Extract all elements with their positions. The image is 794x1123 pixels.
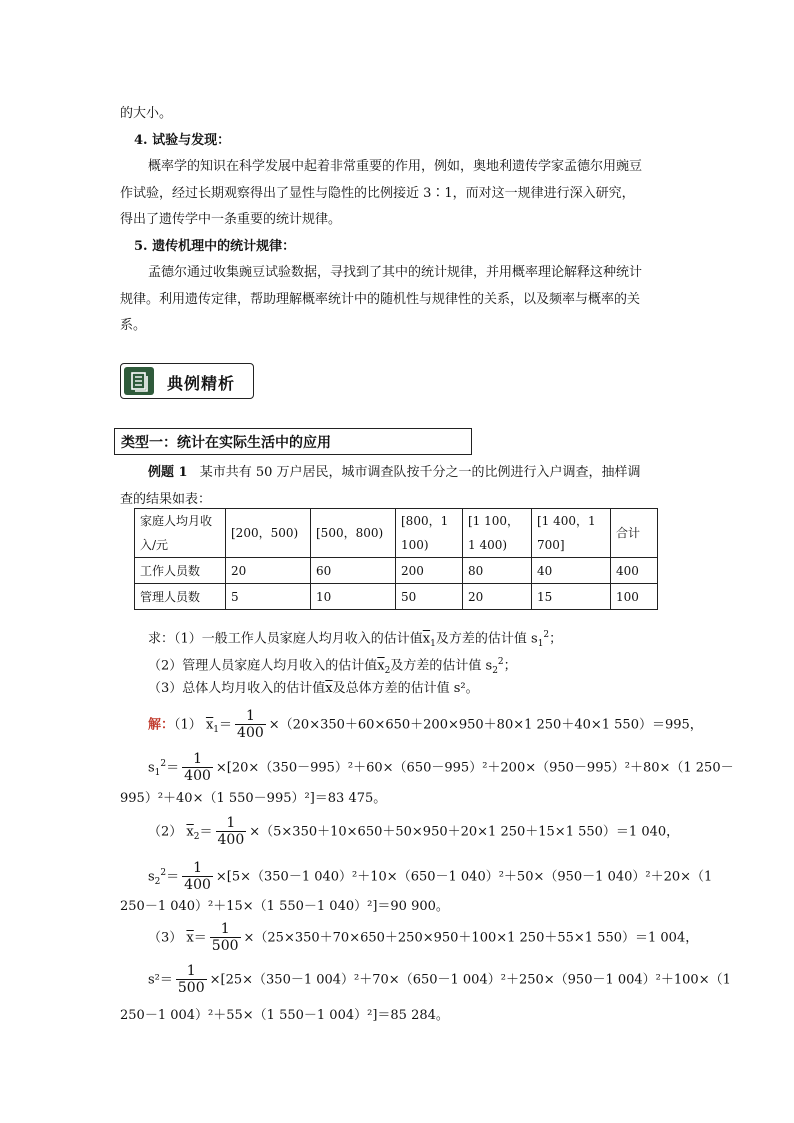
question-2-text-a: （2）管理人员家庭人均月收入的估计值 bbox=[148, 658, 378, 674]
section-banner bbox=[120, 363, 254, 399]
table-cell: 400 bbox=[611, 558, 658, 584]
example-line-1 bbox=[148, 463, 641, 483]
table-row bbox=[135, 584, 658, 610]
solution-1-mean: 解：（1） $\overline{x}_1=$ $\frac{1}{400}$ ×（20×350＋60×650＋200×950＋80×1 250＋40×1 550）＝995， bbox=[148, 708, 703, 741]
question-3-text-b: 及总体方差的估计值 s²。 bbox=[332, 681, 479, 696]
solution-2-variance-cont: 250－1 040）²＋15×（1 550－1 040）²]＝90 900。 bbox=[120, 899, 449, 914]
table-cell: [200，500) bbox=[226, 509, 311, 558]
table-cell: [1 100，1 400) bbox=[463, 509, 532, 558]
heading-5: 5. 遗传机理中的统计规律： bbox=[134, 239, 296, 254]
table-cell: 家庭人均月收入/元 bbox=[135, 509, 226, 558]
equation-text: ×（20×350＋60×650＋200×950＋80×1 250＋40×1 550）＝995， bbox=[268, 717, 703, 733]
para-5-line-3: 系。 bbox=[120, 318, 147, 333]
table-cell: 工作人员数 bbox=[135, 558, 226, 584]
question-2: （2）管理人员家庭人均月收入的估计值$\overline{x}_2$及方差的估计值 $s_2^2$； bbox=[148, 657, 517, 676]
table-cell: 50 bbox=[396, 584, 463, 610]
equation-text: ×（5×350＋10×650＋50×950＋20×1 250＋15×1 550）＝1 040， bbox=[249, 824, 680, 840]
fraction: $\frac{1}{400}$ bbox=[184, 750, 211, 784]
solution-1-variance-cont: 995）²＋40×（1 550－995）²]＝83 475。 bbox=[120, 791, 387, 806]
example-line-2: 查的结果如表： bbox=[120, 492, 212, 507]
solution-3-variance: s²＝ $\frac{1}{500}$ ×[25×（350－1 004）²＋70×（650－1 004）²＋250×（950－1 004）²＋100×（1 bbox=[148, 963, 731, 996]
solution-1-variance: $s_1^2=$ $\frac{1}{400}$ ×[20×（350－995）²＋60×（650－995）²＋200×（950－995）²＋80×（1 250－ bbox=[148, 750, 734, 784]
example-label: 例题 1 bbox=[148, 465, 188, 480]
fraction: $\frac{1}{400}$ bbox=[237, 708, 264, 741]
part-label: （2） bbox=[148, 824, 183, 840]
question-1: 求：（1）一般工作人员家庭人均月收入的估计值$\overline{x}_1$及方差的估计值 $s_1^2$； bbox=[148, 630, 563, 649]
question-1-text-b: 及方差的估计值 bbox=[435, 631, 527, 647]
table-cell: 15 bbox=[532, 584, 611, 610]
table-cell: [1 400，1 700] bbox=[532, 509, 611, 558]
section-title: 类型一：统计在实际生活中的应用 bbox=[121, 435, 331, 451]
solution-3-mean: （3） $\overline{x}=$ $\frac{1}{500}$ ×（25×350＋70×650＋250×950＋100×1 250＋55×1 550）＝1 004， bbox=[148, 921, 699, 954]
heading-4: 4. 试验与发现： bbox=[134, 133, 231, 148]
table-cell: 100 bbox=[611, 584, 658, 610]
math-xbar: $\overline{x}$ bbox=[325, 681, 333, 696]
table-cell: 60 bbox=[311, 558, 396, 584]
solution-3-variance-cont: 250－1 004）²＋55×（1 550－1 004）²]＝85 284。 bbox=[120, 1008, 449, 1023]
section-type-box bbox=[114, 428, 472, 455]
income-table bbox=[134, 508, 658, 610]
table-cell: 20 bbox=[226, 558, 311, 584]
solution-label: 解： bbox=[148, 717, 175, 733]
equation-text: ×[20×（350－995）²＋60×（650－995）²＋200×（950－995）²＋80×（1 250－ bbox=[215, 760, 734, 776]
math-xbar: $\overline{x}$ bbox=[422, 631, 431, 647]
table-cell: [500，800) bbox=[311, 509, 396, 558]
notebook-icon bbox=[124, 367, 154, 395]
fraction: $\frac{1}{500}$ bbox=[177, 963, 205, 996]
table-cell: 200 bbox=[396, 558, 463, 584]
solution-2-variance: $s_2^2=$ $\frac{1}{400}$ ×[5×（350－1 040）²＋10×（650－1 040）²＋50×（950－1 040）²＋20×（1 bbox=[148, 859, 713, 893]
equation-text: ×[5×（350－1 040）²＋10×（650－1 040）²＋50×（950－1 040）²＋20×（1 bbox=[215, 869, 713, 885]
table-row bbox=[135, 558, 658, 584]
table-header-row bbox=[135, 509, 658, 558]
table-cell: 管理人员数 bbox=[135, 584, 226, 610]
question-1-text-a: 求：（1）一般工作人员家庭人均月收入的估计值 bbox=[148, 631, 423, 647]
para-4-line-2: 作试验，经过长期观察得出了显性与隐性的比例接近 3∶1，而对这一规律进行深入研究， bbox=[120, 186, 635, 201]
equation-text: ×[25×（350－1 004）²＋70×（650－1 004）²＋250×（950－1 004）²＋100×（1 bbox=[209, 972, 731, 988]
fraction: $\frac{1}{400}$ bbox=[217, 815, 245, 848]
table-cell: [800，1 100) bbox=[396, 509, 463, 558]
para-5-line-1: 孟德尔通过收集豌豆试验数据，寻找到了其中的统计规律，并用概率理论解释这种统计 bbox=[148, 265, 643, 280]
question-2-text-b: 及方差的估计值 bbox=[390, 658, 482, 674]
intro-line-1: 的大小。 bbox=[120, 106, 173, 121]
part-label: （1） bbox=[174, 717, 202, 733]
math-xbar: $\overline{x}$ bbox=[186, 930, 194, 946]
banner-title: 典例精析 bbox=[167, 374, 236, 393]
math-xbar: $\overline{x}$ bbox=[186, 824, 194, 840]
table-cell: 40 bbox=[532, 558, 611, 584]
fraction: $\frac{1}{400}$ bbox=[184, 859, 211, 893]
table-cell: 合计 bbox=[611, 509, 658, 558]
equation-text: ×（25×350＋70×650＋250×950＋100×1 250＋55×1 550）＝1 004， bbox=[243, 930, 699, 946]
para-4-line-1: 概率学的知识在科学发展中起着非常重要的作用，例如，奥地利遗传学家孟德尔用豌豆 bbox=[148, 159, 643, 174]
fraction: $\frac{1}{500}$ bbox=[211, 921, 239, 954]
math-xbar: $\overline{x}$ bbox=[377, 658, 385, 674]
table-cell: 10 bbox=[311, 584, 396, 610]
table-cell: 5 bbox=[226, 584, 311, 610]
question-3 bbox=[148, 679, 479, 699]
part-label: （3） bbox=[148, 930, 183, 946]
table-cell: 80 bbox=[463, 558, 532, 584]
example-text-1: 某市共有 50 万户居民，城市调查队按千分之一的比例进行入户调查，抽样调 bbox=[199, 465, 641, 480]
solution-2-mean: （2） $\overline{x}_2=$ $\frac{1}{400}$ ×（5×350＋10×650＋50×950＋20×1 250＋15×1 550）＝1 040， bbox=[148, 815, 680, 848]
para-5-line-2: 规律。利用遗传定律，帮助理解概率统计中的随机性与规律性的关系，以及频率与概率的关 bbox=[120, 292, 641, 307]
question-3-text-a: （3）总体人均月收入的估计值 bbox=[148, 681, 326, 696]
table-cell: 20 bbox=[463, 584, 532, 610]
math-xbar: $\overline{x}$ bbox=[205, 717, 214, 733]
para-4-line-3: 得出了遗传学中一条重要的统计规律。 bbox=[120, 212, 342, 227]
